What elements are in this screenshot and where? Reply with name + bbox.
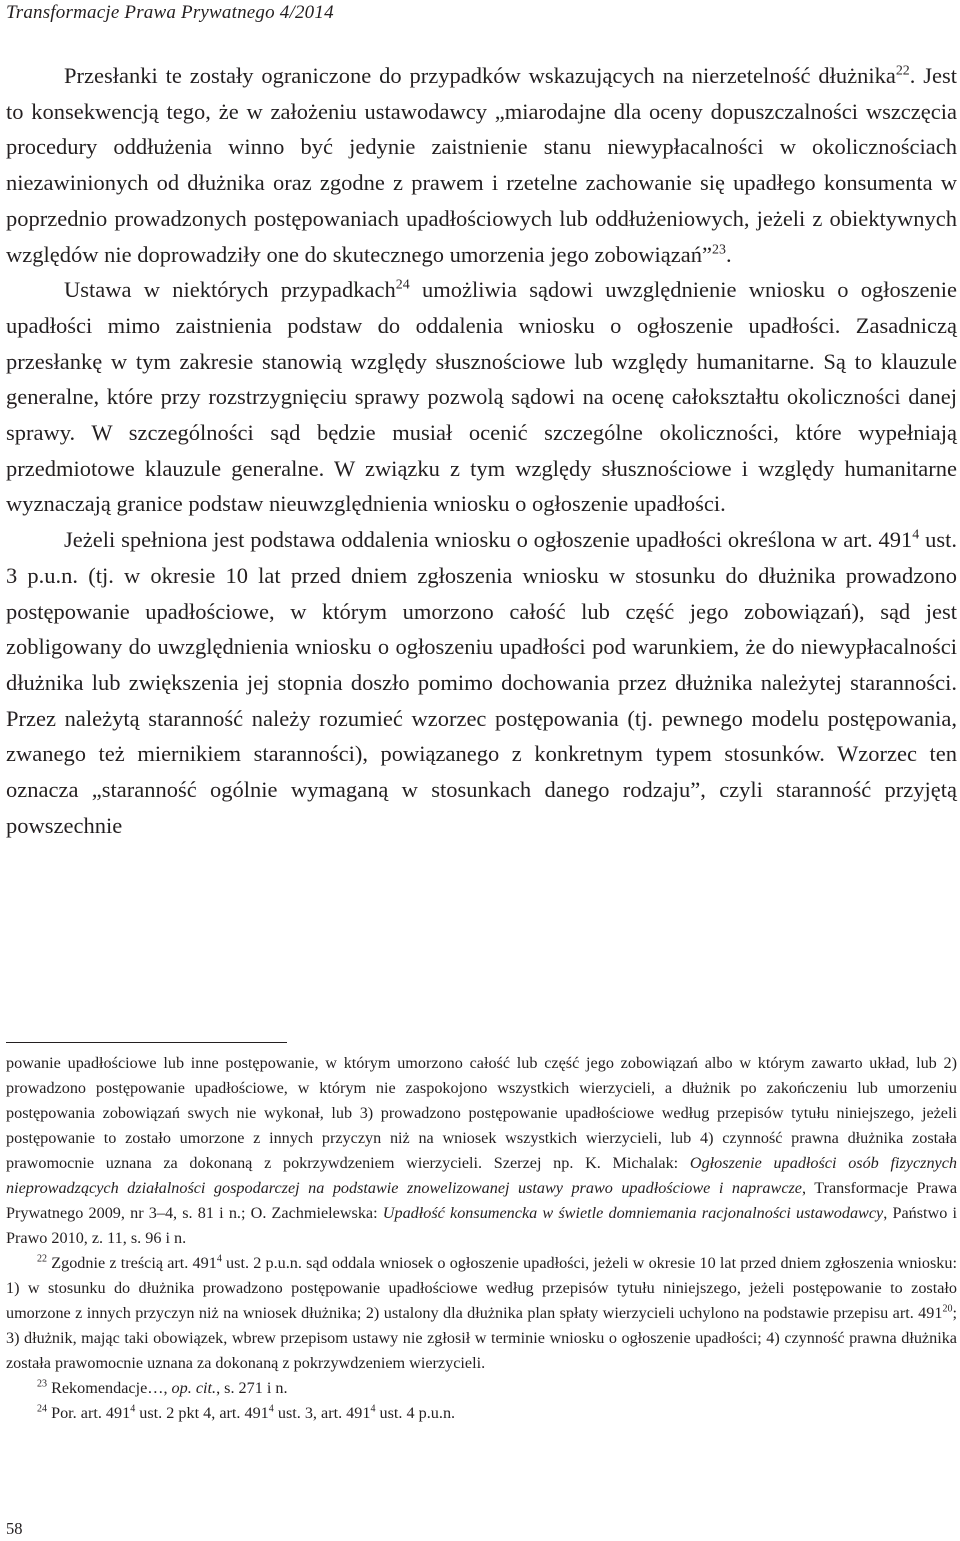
footnote-23: $^{23}$ Rekomendacje…, op. cit., s. 271 i n. xyxy=(37,1378,288,1397)
page-number: 58 xyxy=(6,1519,23,1538)
footnote-ref-23: 23 xyxy=(712,242,726,258)
cited-title: Ogłoszenie upadłości osób fizycznych nieprowadzących działalności gospodarczej na podstawie znowelizowanej ustawy prawo upadłościowe i naprawcze xyxy=(6,1154,958,1197)
footnote-number: 22 xyxy=(37,1253,48,1265)
cited-title: Upadłość konsumencka w świetle domniemania racjonalności ustawodawcy xyxy=(382,1204,884,1222)
footnote-24: $^{24}$ Por. art. $491^4$ ust. 2 pkt 4, art. $491^4$ ust. 3, art. $491^4$ ust. 4 p.u.n. xyxy=(37,1403,456,1422)
paragraph-2: Ustawa w niektórych przypadkach$^{24}$ umożliwia sądowi uwzględnienie wniosku o ogłoszenie upadłości mimo zaistnienia podstaw do oddalenia wniosku o ogłoszenie upadłości. Zasadniczą przesłankę w tym zakresie stanowią względy słusznościowe lub względy humanitarne. Są to klauzule generalne, które przy rozstrzygnięciu sprawy pozwolą sądowi na ocenę całokształtu okoliczności danej sprawy. W szczególności sąd będzie musiał ocenić szczególne okoliczności, które wypełniają przedmiotowe klauzule generalne. W związku z tym względy słusznościowe i względy humanitarne wyznaczają granice podstaw nieuwzględnienia wniosku o ogłoszenie upadłości. xyxy=(6,277,957,517)
footnote-ref-22: 22 xyxy=(895,63,910,79)
footnotes xyxy=(6,1051,957,1426)
footnote-number: 23 xyxy=(37,1378,48,1390)
superscript: 4 xyxy=(912,527,920,543)
footnote-continuation: powanie upadłościowe lub inne postępowanie, w którym umorzono całość lub część jego zobowiązań albo w którym zawarto układ, lub 2) prowadzono postępowanie upadłościowe, w którym nie zaspokojono wszystkich wierzycieli, a dłużnik po zakończeniu lub umorzeniu postępowania zobowiązań swych nie wykonał, lub 3) prowadzono postępowanie upadłościowe według przepisów tytułu niniejszego, jeżeli postępowanie to zostało umorzone z innych przyczyn niż na wniosek wszystkich wierzycieli, lub 4) czynność prawna dłużnika została prawomocnie uznana za dokonaną z pokrzywdzeniem wierzycieli. Szerzej np. K. Michalak: Ogłoszenie upadłości osób fizycznych nieprowadzących działalności gospodarczej na podstawie znowelizowanej ustawy prawo upadłościowe i naprawcze, Transformacje Prawa Prywatnego 2009, nr 3–4, s. 81 i n.; O. Zachmielewska: Upadłość konsumencka w świetle domniemania racjonalności ustawodawcy, Państwo i Prawo 2010, z. 11, s. 96 i n. xyxy=(6,1054,958,1247)
paragraph-3: Jeżeli spełniona jest podstawa oddalenia wniosku o ogłoszenie upadłości określona w art. $491^4$ ust. 3 p.u.n. (tj. w okresie 10 lat przed dniem zgłoszenia wniosku w stosunku do dłużnika prowadzono postępowanie upadłościowe, w którym umorzono całość lub część jego zobowiązań), sąd jest zobligowany do uwzględnienia wniosku o ogłoszeniu upadłości pod warunkiem, że do niewypłacalności dłużnika lub zwiększenia jej stopnia doszło pomimo dochowania przez dłużnika należytej staranności. Przez należytą staranność należy rozumieć wzorzec postępowania (tj. pewnego modelu postępowania, zwanego też miernikiem staranności), powiązanego z konkretnym typem stosunków. Wzorzec ten oznacza „staranność ogólnie wymaganą w stosunkach danego rodzaju”, czyli staranność przyjętą powszechnie xyxy=(6,527,957,838)
main-text xyxy=(6,58,957,843)
footnote-ref-24: 24 xyxy=(395,277,410,293)
footnote-22: $^{22}$ Zgodnie z treścią art. $491^4$ ust. 2 p.u.n. sąd oddala wniosek o ogłoszenie upadłości, jeżeli w okresie 10 lat przed dniem zgłoszenia wniosku: 1) w stosunku do dłużnika prowadzono postępowanie upadłościowe według przepisów tytułu niniejszego, jeżeli postępowanie to zostało umorzone z innych przyczyn niż na wniosek dłużnika; 2) ustalony dla dłużnika plan spłaty wierzycieli uchylono na podstawie przepisu art. $491^{20}$; 3) dłużnik, mając taki obowiązek, wbrew przepisom ustawy nie zgłosił w terminie wniosku o ogłoszenie upadłości; 4) czynność prawna dłużnika została prawomocnie uznana za dokonaną z pokrzywdzeniem wierzycieli. xyxy=(6,1253,957,1372)
footnote-divider xyxy=(6,1042,287,1043)
footnote-number: 24 xyxy=(37,1403,48,1415)
running-header: Transformacje Prawa Prywatnego 4/2014 xyxy=(6,2,334,23)
paragraph-1: Przesłanki te zostały ograniczone do przypadków wskazujących na nierzetelność dłużnika$^{22}$. Jest to konsekwencją tego, że w założeniu ustawodawcy „miarodajne dla oceny dopuszczalności wszczęcia procedury oddłużenia winno być jedynie zaistnienie stanu niewypłacalności w okolicznościach niezawinionych od dłużnika oraz zgodne z prawem i rzetelne zachowanie się upadłego konsumenta w poprzednio prowadzonych postępowaniach upadłościowych lub oddłużeniowych, jeżeli z obiektywnych względów nie doprowadziły one do skutecznego umorzenia jego zobowiązań”$^{23}$. xyxy=(6,63,957,267)
